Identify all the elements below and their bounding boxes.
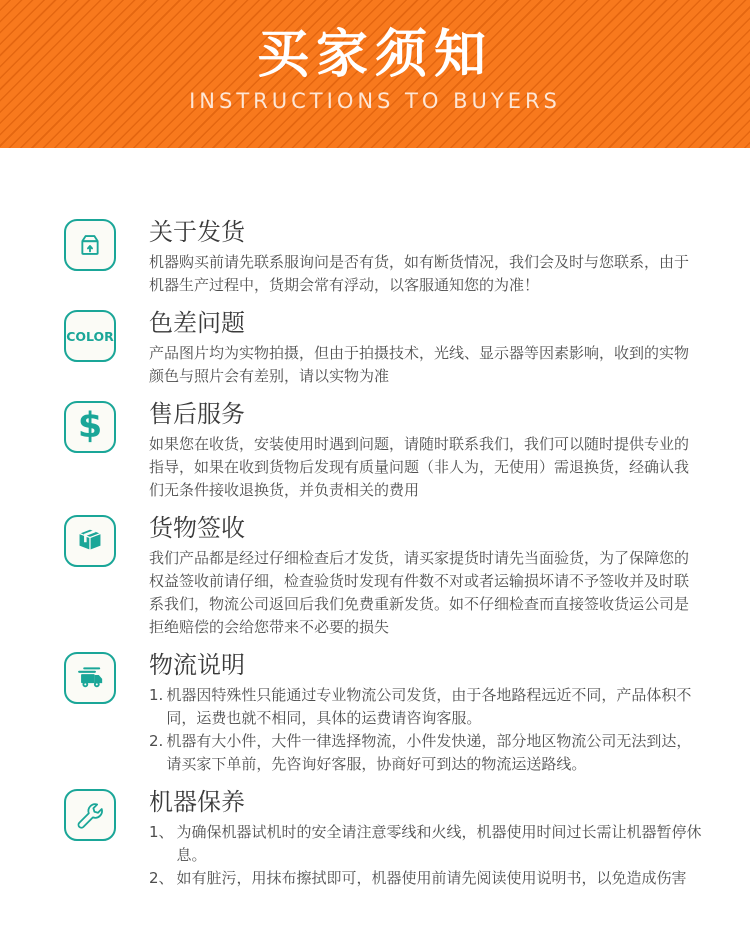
- section-body-list: [149, 821, 702, 890]
- page-subtitle: INSTRUCTIONS TO BUYERS: [189, 89, 561, 113]
- section-shipping: [64, 219, 702, 297]
- section-body: 我们产品都是经过仔细检查后才发货，请买家提货时请先当面验货，为了保障您的权益签收前请仔细，检查验货时发现有件数不对或者运输损坏请不予签收并及时联系我们，物流公司返回后我们免费重新发货。如不仔细检查而直接签收货运公司是拒绝赔偿的会给您带来不必要的损失: [149, 549, 690, 636]
- section-body: 机器购买前请先联系服询问是否有货，如有断货情况，我们会及时与您联系，由于机器生产过程中，货期会常有浮动，以客服通知您的为准！: [149, 253, 690, 294]
- list-item: [149, 867, 702, 890]
- section-title: 售后服务: [149, 400, 245, 428]
- dollar-glyph: $: [77, 405, 103, 446]
- list-marker: 1、: [149, 823, 174, 841]
- list-item: [149, 821, 702, 867]
- list-marker: 2.: [149, 732, 164, 750]
- section-body: 产品图片均为实物拍摄，但由于拍摄技术，光线、显示器等因素影响，收到的实物颜色与照片会有差别，请以实物为准: [149, 344, 690, 385]
- section-body: 如果您在收货，安装使用时遇到问题，请随时联系我们，我们可以随时提供专业的指导，如果在收到货物后发现有质量问题（非人为，无使用）需退换货，经确认我们无条件接收退换货，并负责相关的费用: [149, 435, 690, 499]
- color-badge-text: COLOR: [66, 328, 114, 344]
- section-goods-receipt: [64, 515, 702, 639]
- section-title: 物流说明: [149, 651, 245, 679]
- section-maintenance: [64, 789, 702, 890]
- section-title: 机器保养: [149, 788, 245, 816]
- wrench-icon: [64, 789, 116, 841]
- page-title: 买家须知: [256, 25, 493, 85]
- list-item: [149, 730, 702, 776]
- list-text: 机器有大小件，大件一律选择物流，小件发快递，部分地区物流公司无法到达，请买家下单前，先咨询好客服，协商好可到达的物流运送路线。: [166, 732, 692, 773]
- section-logistics: [64, 652, 702, 776]
- list-marker: 2、: [149, 869, 174, 887]
- color-badge-icon: [64, 310, 116, 362]
- list-text: 如有脏污，用抹布擦拭即可，机器使用前请先阅读使用说明书，以免造成伤害: [176, 869, 687, 887]
- package-cube-icon: [64, 515, 116, 567]
- list-marker: 1.: [149, 686, 164, 704]
- section-body-list: [149, 684, 702, 776]
- list-item: [149, 684, 702, 730]
- list-text: 机器因特殊性只能通过专业物流公司发货，由于各地路程远近不同，产品体积不同，运费也就不相同，具体的运费请咨询客服。: [166, 686, 692, 727]
- truck-icon: [64, 652, 116, 704]
- section-title: 货物签收: [149, 514, 245, 542]
- instruction-sections: [0, 148, 750, 890]
- list-text: 为确保机器试机时的安全请注意零线和火线，机器使用时间过长需让机器暂停休息。: [176, 823, 702, 864]
- section-title: 色差问题: [149, 309, 245, 337]
- section-after-sales: [64, 401, 702, 502]
- header-banner: [0, 0, 750, 148]
- dollar-icon: [64, 401, 116, 453]
- section-title: 关于发货: [149, 218, 245, 246]
- shipping-box-icon: [64, 219, 116, 271]
- section-color-difference: [64, 310, 702, 388]
